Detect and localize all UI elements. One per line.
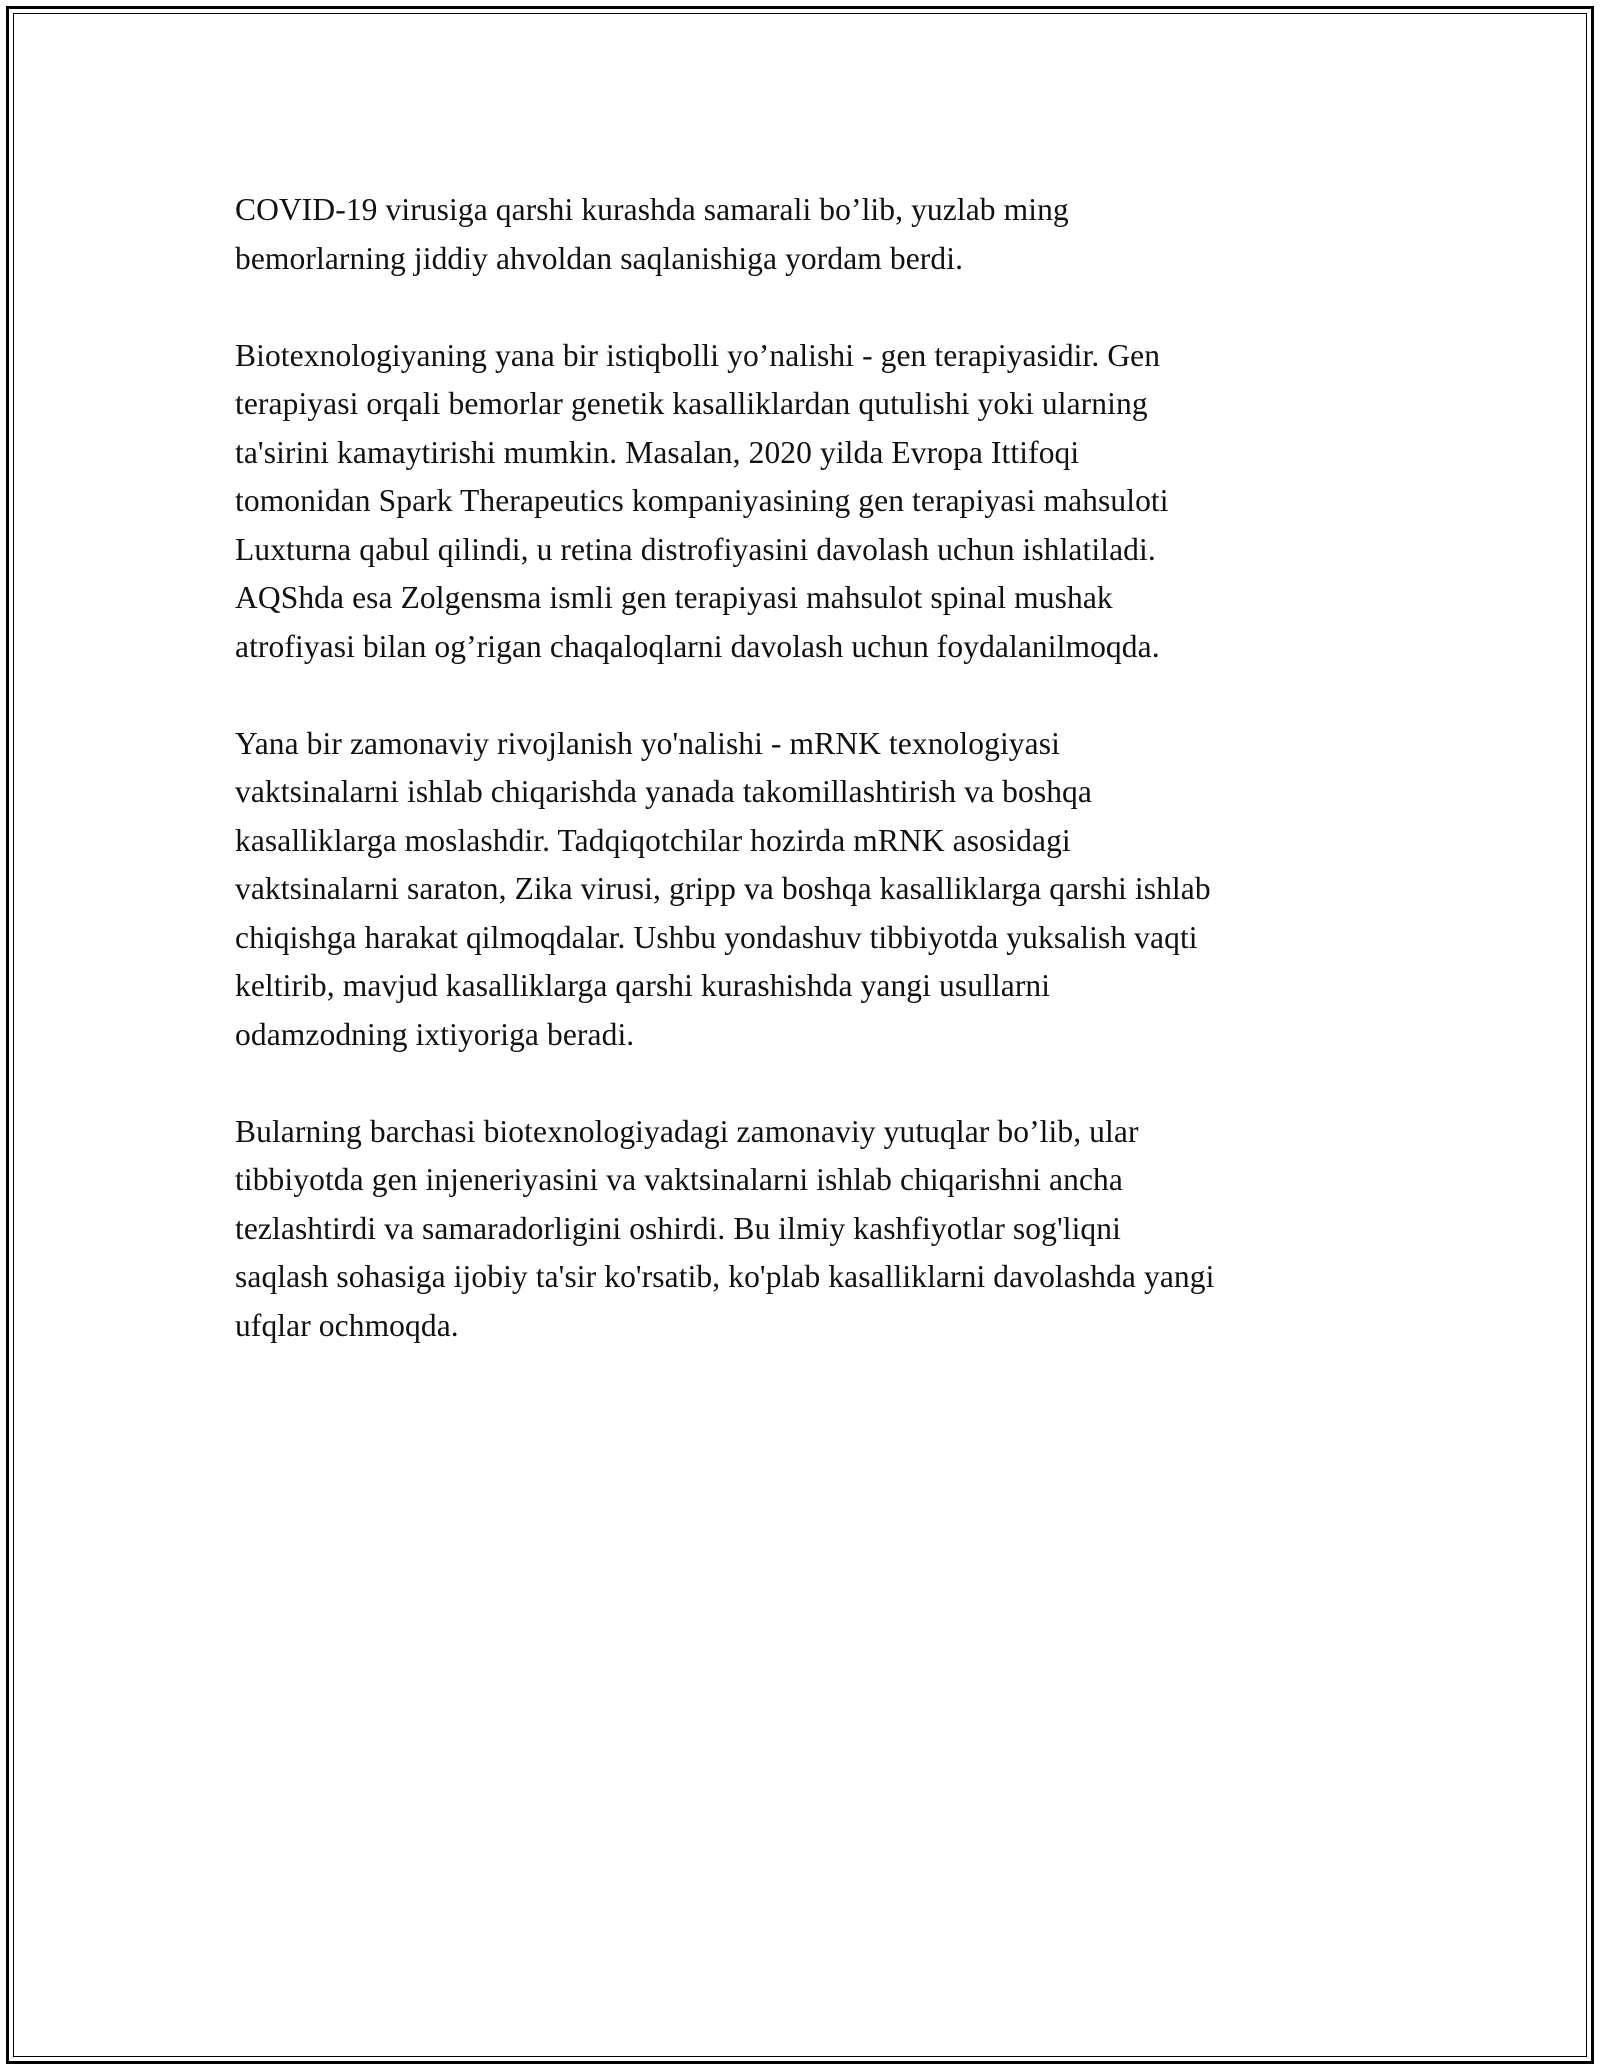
text-line: Luxturna qabul qilindi, u retina distrofiyasini davolash uchun ishlatiladi. [235,531,1156,567]
text-line: tibbiyotda gen injeneriyasini va vaktsinalarni ishlab chiqarishni ancha [235,1162,1123,1197]
text-line: Yana bir zamonaviy rivojlanish yo'nalishi - mRNK texnologiyasi [235,725,1060,761]
text-line: bemorlarning jiddiy ahvoldan saqlanishiga yordam berdi. [235,240,964,276]
paragraph-1 [235,186,1385,283]
text-line: atrofiyasi bilan og’rigan chaqaloqlarni davolash uchun foydalanilmoqda. [235,628,1160,664]
text-line: vaktsinalarni saraton, Zika virusi, gripp va boshqa kasalliklarga qarshi ishlab [235,871,1211,906]
text-line: Biotexnologiyaning yana bir istiqbolli yo’nalishi - gen terapiyasidir. Gen [235,337,1161,373]
text-line: kasalliklarga moslashdir. Tadqiqotchilar hozirda mRNK asosidagi [235,822,1071,858]
text-line: COVID-19 virusiga qarshi kurashda samarali bo’lib, yuzlab ming [235,192,1069,227]
text-line: AQShda esa Zolgensma ismli gen terapiyasi mahsulot spinal mushak [235,580,1113,615]
text-line: tomonidan Spark Therapeutics kompaniyasining gen terapiyasi mahsuloti [235,483,1169,518]
text-line: Bularning barchasi biotexnologiyadagi zamonaviy yutuqlar bo’lib, ular [235,1113,1139,1149]
paragraph-2 [235,332,1385,672]
text-line: odamzodning ixtiyoriga beradi. [235,1016,635,1052]
paragraph-4 [235,1108,1385,1351]
document-body [235,186,1385,1399]
text-line: saqlash sohasiga ijobiy ta'sir ko'rsatib, ko'plab kasalliklarni davolashda yangi [235,1259,1215,1294]
paragraph-3 [235,720,1385,1060]
text-line: ta'sirini kamaytirishi mumkin. Masalan, 2020 yilda Evropa Ittifoqi [235,434,1080,470]
text-line: terapiyasi orqali bemorlar genetik kasalliklardan qutulishi yoki ularning [235,386,1148,421]
text-line: keltirib, mavjud kasalliklarga qarshi kurashishda yangi usullarni [235,968,1051,1003]
text-line: ufqlar ochmoqda. [235,1307,459,1343]
text-line: tezlashtirdi va samaradorligini oshirdi. Bu ilmiy kashfiyotlar sog'liqni [235,1210,1121,1246]
text-line: chiqishga harakat qilmoqdalar. Ushbu yondashuv tibbiyotda yuksalish vaqti [235,919,1198,955]
text-line: vaktsinalarni ishlab chiqarishda yanada takomillashtirish va boshqa [235,774,1092,809]
